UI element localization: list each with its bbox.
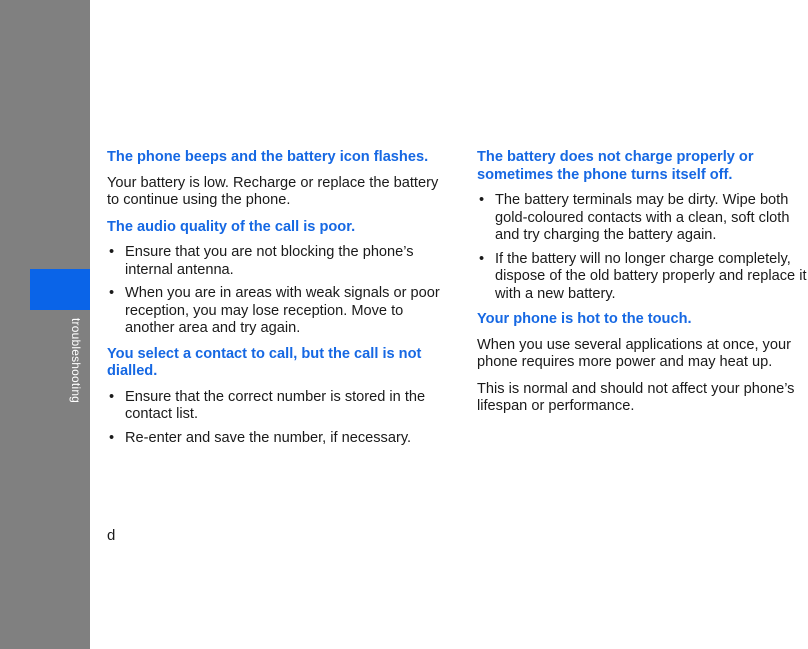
section-heading-call-not-dialled: You select a contact to call, but the call is not dialled. bbox=[107, 345, 422, 379]
section-body-normal: This is normal and should not affect your phone’s lifespan or performance. bbox=[477, 380, 795, 414]
section-body-battery-low: Your battery is low. Recharge or replace the battery to continue using the phone. bbox=[107, 174, 439, 208]
right-column bbox=[477, 149, 808, 425]
list-item: • If the battery will no longer charge completely, dispose of the old battery properly and replace it with a new battery. bbox=[477, 251, 808, 304]
list-item: • The battery terminals may be dirty. Wipe both gold-coloured contacts with a clean, soft cloth and try charging the battery again. bbox=[477, 192, 808, 245]
section-heading-phone-hot: Your phone is hot to the touch. bbox=[477, 311, 692, 327]
section-tab-marker bbox=[30, 269, 90, 310]
bullet-list-call bbox=[107, 389, 452, 448]
list-item: • Ensure that the correct number is stored in the contact list. bbox=[107, 389, 452, 424]
left-column bbox=[107, 149, 452, 455]
section-heading-battery-flashes: The phone beeps and the battery icon flashes. bbox=[107, 149, 429, 165]
section-label: troubleshooting bbox=[69, 318, 83, 404]
bullet-list-battery bbox=[477, 192, 808, 303]
page-number: d bbox=[107, 527, 116, 544]
section-heading-audio-quality: The audio quality of the call is poor. bbox=[107, 218, 356, 235]
sidebar bbox=[0, 0, 90, 649]
list-item: • Ensure that you are not blocking the phone’s internal antenna. bbox=[107, 244, 452, 279]
list-item: • When you are in areas with weak signals or poor reception, you may lose reception. Move to another area and try again. bbox=[107, 285, 452, 338]
bullet-list-audio bbox=[107, 244, 452, 338]
list-item: • Re-enter and save the number, if necessary. bbox=[107, 430, 452, 448]
section-body-heat: When you use several applications at once, your phone requires more power and may heat up. bbox=[477, 336, 791, 370]
section-heading-battery-charge: The battery does not charge properly or sometimes the phone turns itself off. bbox=[477, 149, 754, 183]
